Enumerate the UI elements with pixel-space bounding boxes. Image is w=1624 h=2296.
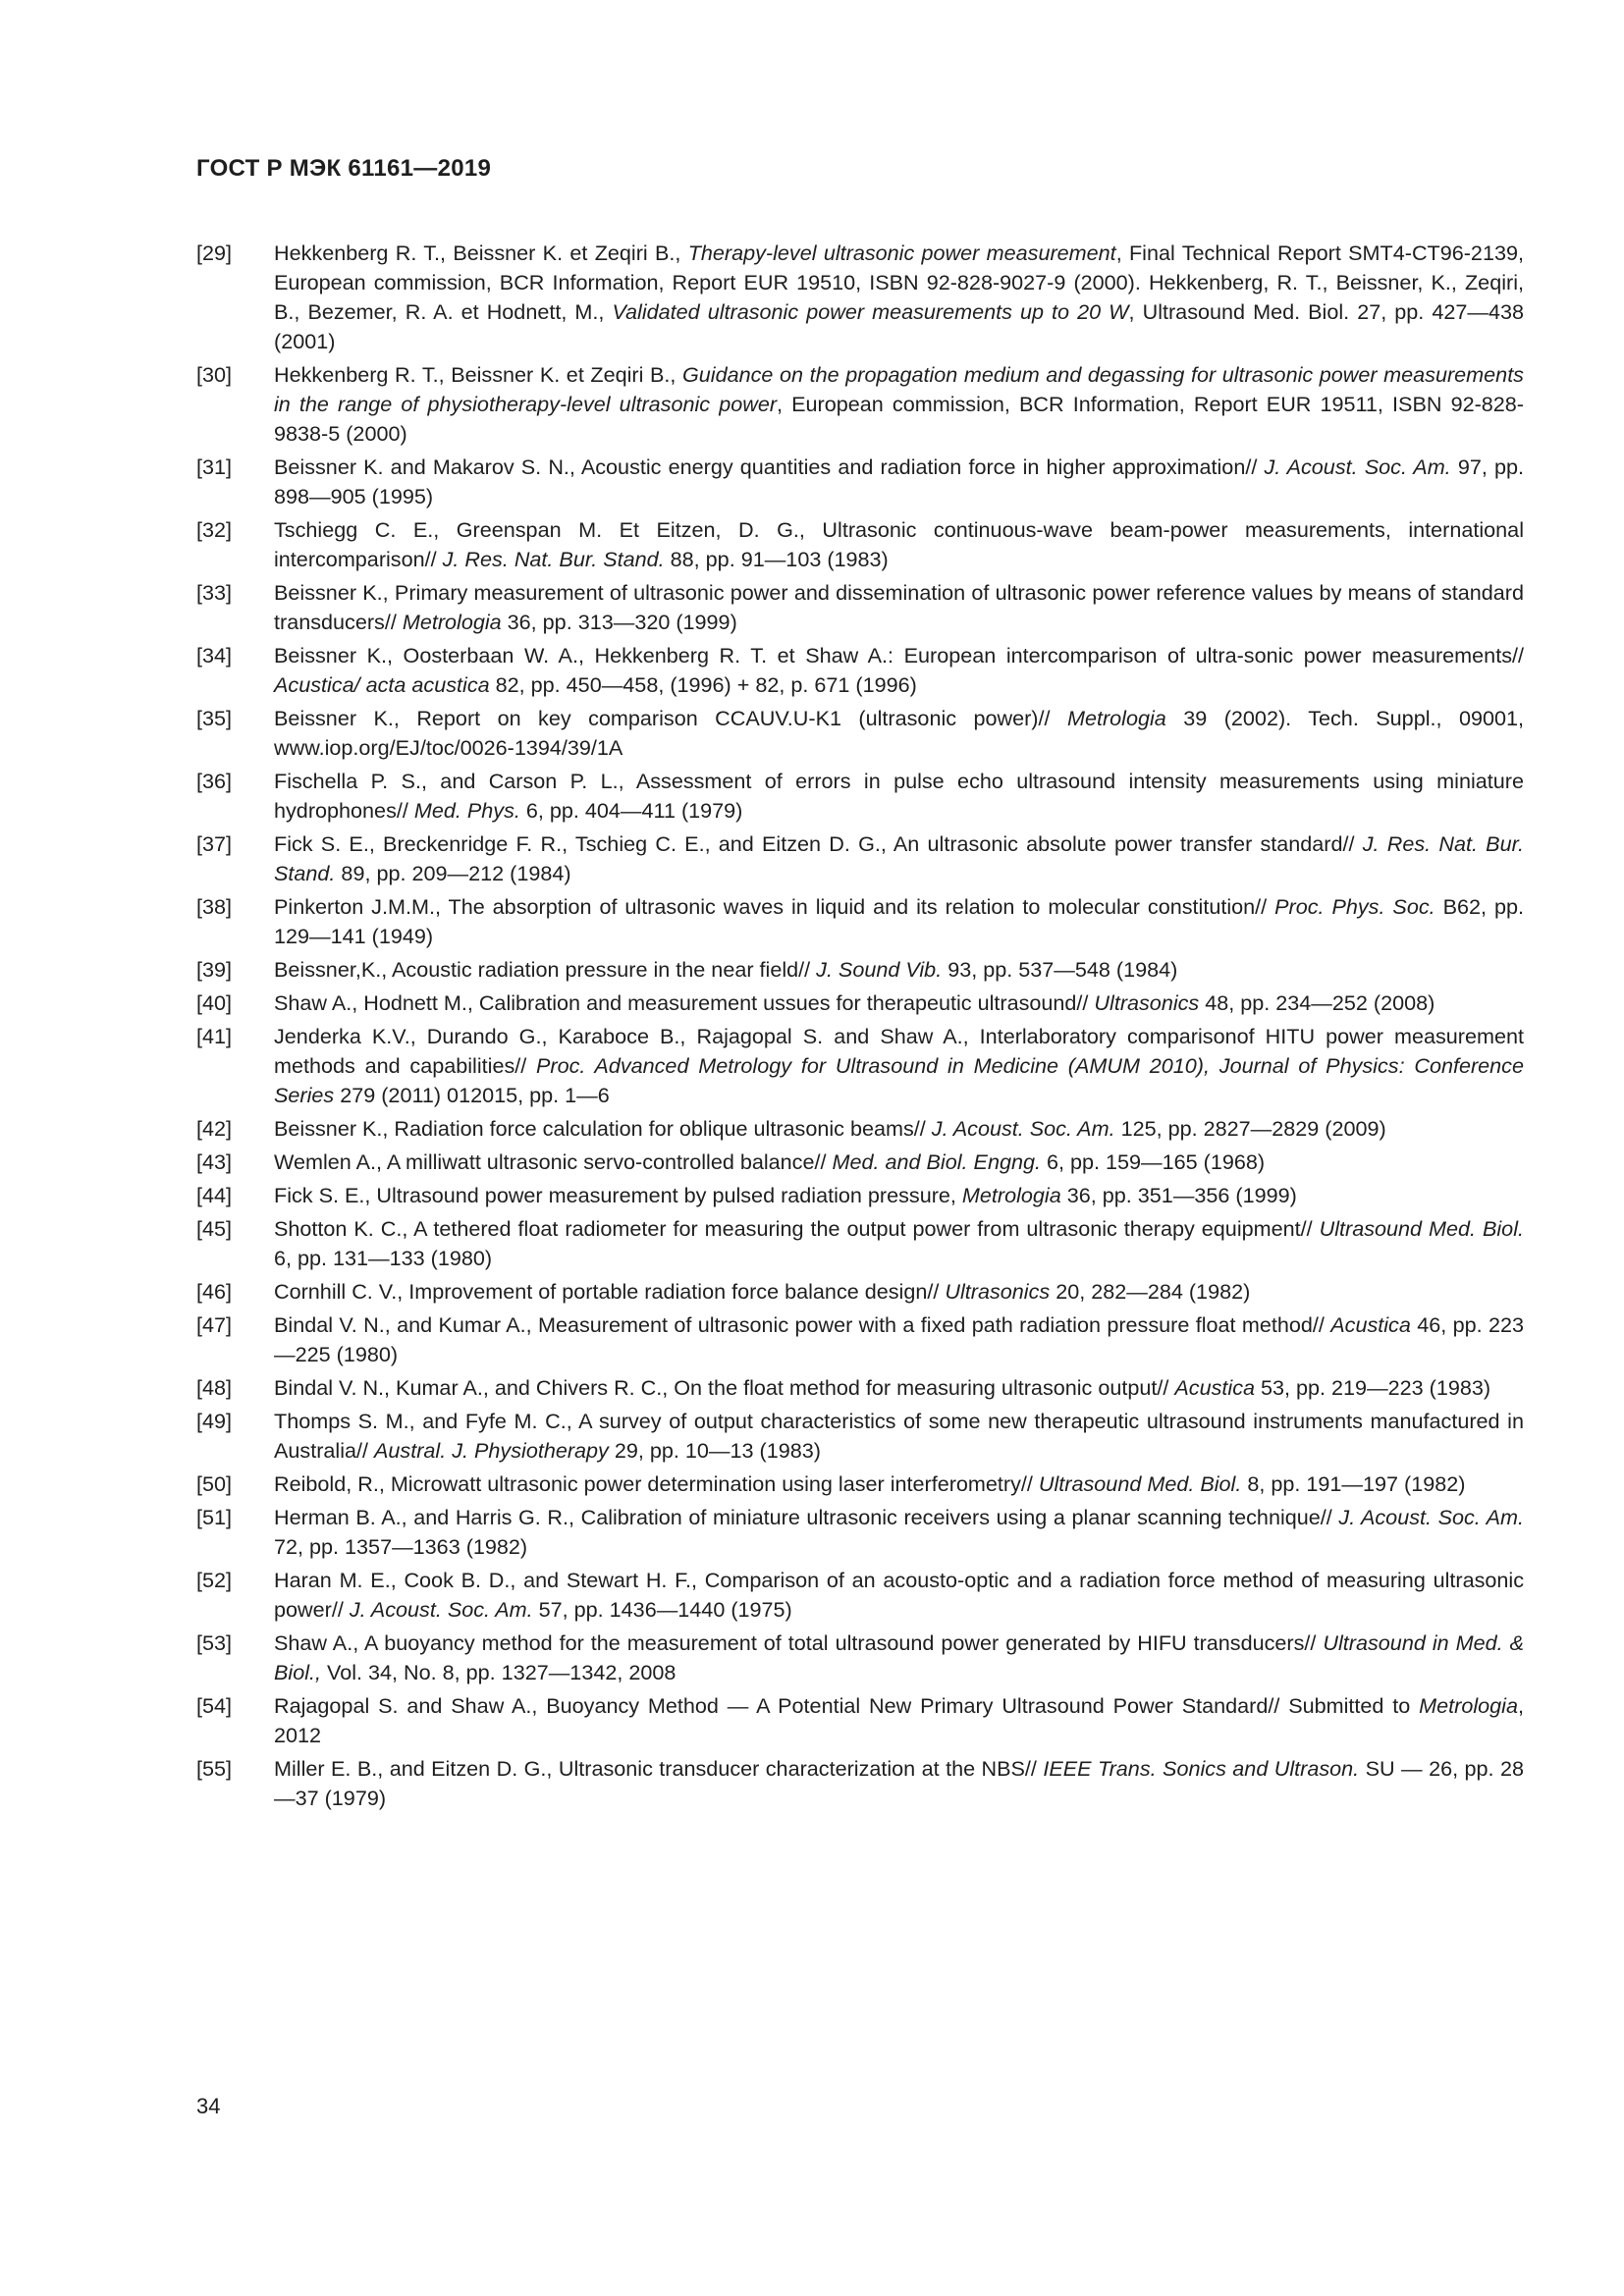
reference-text: [274, 894, 1524, 948]
reference-number: [36]: [196, 769, 233, 793]
reference-text-segment: 82, pp. 450—458, (1996) + 82, p. 671 (1996): [489, 672, 917, 697]
reference-number: [48]: [196, 1375, 233, 1400]
reference-text: [274, 769, 1524, 823]
reference-source-title: Ultrasound in Med. & Biol.,: [274, 1630, 1524, 1684]
reference-text-segment: Bindal V. N., and Kumar A., Measurement of ultrasonic power with a fixed path radiation pressure float method//: [274, 1312, 1331, 1337]
reference-item: [196, 1114, 1524, 1144]
reference-text-segment: 125, pp. 2827—2829 (2009): [1114, 1116, 1386, 1141]
reference-text-segment: 89, pp. 209—212 (1984): [335, 861, 571, 885]
reference-source-title: Therapy-level ultrasonic power measurement: [687, 240, 1116, 265]
reference-number: [37]: [196, 831, 233, 856]
reference-text-segment: Rajagopal S. and Shaw A., Buoyancy Method — A Potential New Primary Ultrasound Power Standard// Submitted to: [274, 1693, 1420, 1718]
reference-item: [196, 453, 1524, 511]
reference-text-segment: Fick S. E., Ultrasound power measurement by pulsed radiation pressure,: [274, 1183, 962, 1207]
reference-item: [196, 1754, 1524, 1813]
reference-number: [53]: [196, 1630, 233, 1655]
reference-source-title: J. Res. Nat. Bur. Stand.: [274, 831, 1524, 885]
reference-source-title: IEEE Trans. Sonics and Ultrason.: [1043, 1756, 1360, 1781]
reference-text: [274, 517, 1524, 571]
reference-item: [196, 1373, 1524, 1403]
reference-number: [55]: [196, 1756, 233, 1781]
reference-item: [196, 641, 1524, 700]
reference-text: [274, 1505, 1524, 1559]
reference-text-segment: Shotton K. C., A tethered float radiometer for measuring the output power from ultrasonic therapy equipment//: [274, 1216, 1320, 1241]
reference-source-title: Med. Phys.: [413, 798, 520, 823]
reference-item: [196, 988, 1524, 1018]
reference-item: [196, 578, 1524, 637]
reference-number: [54]: [196, 1693, 233, 1718]
reference-text: [274, 1756, 1524, 1810]
reference-text: [274, 1149, 1265, 1174]
reference-number: [31]: [196, 454, 233, 479]
reference-source-title: Ultrasound Med. Biol.: [1319, 1216, 1524, 1241]
reference-source-title: J. Acoust. Soc. Am.: [1264, 454, 1451, 479]
reference-item: [196, 1503, 1524, 1562]
reference-text: [274, 643, 1524, 697]
reference-source-title: Guidance on the propagation medium and degassing for ultrasonic power measurements in the range of physiotherapy-level ultrasonic power: [274, 362, 1524, 416]
reference-item: [196, 1566, 1524, 1625]
reference-number: [45]: [196, 1216, 233, 1241]
reference-source-title: Acustica/ acta acustica: [274, 672, 490, 697]
page-header: ГОСТ Р МЭК 61161—2019: [196, 155, 492, 182]
reference-source-title: Acustica: [1174, 1375, 1255, 1400]
reference-source-title: Ultrasonics: [1094, 990, 1200, 1015]
reference-source-title: Ultrasonics: [945, 1279, 1051, 1304]
reference-text-segment: 8, pp. 191—197 (1982): [1241, 1471, 1466, 1496]
reference-item: [196, 892, 1524, 951]
reference-text: [274, 580, 1524, 634]
reference-item: [196, 515, 1524, 574]
reference-source-title: Proc. Advanced Metrology for Ultrasound in Medicine (AMUM 2010), Journal of Physics: Conference Series: [274, 1053, 1524, 1107]
reference-text: [274, 1568, 1524, 1622]
reference-number: [47]: [196, 1312, 233, 1337]
reference-source-title: Metrologia: [961, 1183, 1061, 1207]
reference-item: [196, 239, 1524, 356]
reference-item: [196, 1022, 1524, 1110]
reference-text-segment: Reibold, R., Microwatt ultrasonic power determination using laser interferometry//: [274, 1471, 1039, 1496]
reference-text-segment: 36, pp. 313—320 (1999): [501, 610, 737, 634]
reference-number: [39]: [196, 957, 233, 982]
reference-number: [44]: [196, 1183, 233, 1207]
reference-source-title: Validated ultrasonic power measurements up to 20 W: [612, 299, 1129, 324]
reference-source-title: Med. and Biol. Engng.: [832, 1149, 1041, 1174]
reference-source-title: Proc. Phys. Soc.: [1274, 894, 1435, 919]
reference-text: [274, 1375, 1490, 1400]
reference-text: [274, 1409, 1524, 1463]
reference-source-title: J. Res. Nat. Bur. Stand.: [442, 547, 665, 571]
reference-item: [196, 360, 1524, 449]
reference-source-title: Metrologia: [402, 610, 502, 634]
reference-text-segment: , Ultrasound Med. Biol. 27, pp. 427—438 (2001): [274, 299, 1525, 353]
reference-text-segment: 93, pp. 537—548 (1984): [942, 957, 1178, 982]
reference-text-segment: Vol. 34, No. 8, pp. 1327—1342, 2008: [321, 1660, 677, 1684]
reference-text-segment: Shaw A., Hodnett M., Calibration and measurement ussues for therapeutic ultrasound//: [274, 990, 1095, 1015]
reference-item: [196, 955, 1524, 985]
reference-text-segment: Miller E. B., and Eitzen D. G., Ultrasonic transducer characterization at the NBS//: [274, 1756, 1044, 1781]
reference-text-segment: , European commission, BCR Information, Report EUR 19511, ISBN 92-828-9838-5 (2000): [274, 392, 1524, 446]
reference-number: [34]: [196, 643, 233, 667]
reference-item: [196, 1277, 1524, 1307]
reference-text-segment: Shaw A., A buoyancy method for the measurement of total ultrasound power generated by HIFU transducers//: [274, 1630, 1324, 1655]
reference-text: [274, 1183, 1297, 1207]
reference-text-segment: Beissner K., Oosterbaan W. A., Hekkenberg R. T. et Shaw A.: European intercomparison of ultra-sonic power measurements//: [274, 643, 1524, 667]
reference-text: [274, 990, 1435, 1015]
reference-text-segment: 88, pp. 91—103 (1983): [664, 547, 889, 571]
reference-text-segment: B62, pp. 129—141 (1949): [274, 894, 1524, 948]
reference-source-title: Metrologia: [1066, 706, 1166, 730]
reference-text: [274, 1312, 1524, 1366]
reference-number: [52]: [196, 1568, 233, 1592]
reference-text-segment: Beissner K., Report on key comparison CCAUV.U-K1 (ultrasonic power)//: [274, 706, 1067, 730]
reference-text-segment: Hekkenberg R. T., Beissner K. et Zeqiri B.,: [274, 362, 682, 387]
reference-text: [274, 240, 1524, 353]
reference-source-title: J. Acoust. Soc. Am.: [1338, 1505, 1524, 1529]
reference-text: [274, 1024, 1524, 1107]
reference-text-segment: Fischella P. S., and Carson P. L., Assessment of errors in pulse echo ultrasound intensity measurements using miniature hydrophones//: [274, 769, 1524, 823]
reference-item: [196, 1407, 1524, 1466]
reference-text-segment: Beissner K. and Makarov S. N., Acoustic energy quantities and radiation force in higher approximation//: [274, 454, 1265, 479]
reference-number: [30]: [196, 362, 233, 387]
reference-text-segment: Herman B. A., and Harris G. R., Calibration of miniature ultrasonic receivers using a planar scanning technique//: [274, 1505, 1339, 1529]
reference-text: [274, 706, 1524, 760]
reference-number: [33]: [196, 580, 233, 605]
reference-text-segment: SU — 26, pp. 28—37 (1979): [274, 1756, 1524, 1810]
reference-number: [41]: [196, 1024, 233, 1048]
reference-item: [196, 1691, 1524, 1750]
reference-item: [196, 704, 1524, 763]
reference-text-segment: Jenderka K.V., Durando G., Karaboce B., Rajagopal S. and Shaw A., Interlaboratory comparisonof HITU power measurement methods and capabilities//: [274, 1024, 1524, 1078]
reference-number: [43]: [196, 1149, 233, 1174]
reference-source-title: Ultrasound Med. Biol.: [1038, 1471, 1242, 1496]
reference-number: [46]: [196, 1279, 233, 1304]
reference-source-title: Acustica: [1330, 1312, 1411, 1337]
reference-number: [40]: [196, 990, 233, 1015]
reference-text: [274, 1693, 1524, 1747]
reference-text-segment: 39 (2002). Tech. Suppl., 09001, www.iop.org/EJ/toc/0026-1394/39/1A: [274, 706, 1524, 760]
reference-item: [196, 1469, 1524, 1499]
reference-number: [32]: [196, 517, 233, 542]
reference-text-segment: Cornhill C. V., Improvement of portable radiation force balance design//: [274, 1279, 946, 1304]
reference-item: [196, 767, 1524, 826]
reference-source-title: J. Sound Vib.: [816, 957, 943, 982]
reference-text-segment: 46, pp. 223—225 (1980): [274, 1312, 1524, 1366]
reference-text-segment: 29, pp. 10—13 (1983): [608, 1438, 821, 1463]
reference-text: [274, 831, 1524, 885]
reference-text-segment: 20, 282—284 (1982): [1050, 1279, 1251, 1304]
reference-text-segment: 6, pp. 159—165 (1968): [1040, 1149, 1266, 1174]
reference-text-segment: Hekkenberg R. T., Beissner K. et Zeqiri B.,: [274, 240, 688, 265]
reference-text-segment: Pinkerton J.M.M., The absorption of ultrasonic waves in liquid and its relation to molecular constitution//: [274, 894, 1275, 919]
reference-text-segment: 279 (2011) 012015, pp. 1—6: [334, 1083, 610, 1107]
reference-text-segment: 72, pp. 1357—1363 (1982): [274, 1534, 528, 1559]
reference-text: [274, 957, 1177, 982]
reference-number: [29]: [196, 240, 233, 265]
reference-text-segment: Bindal V. N., Kumar A., and Chivers R. C., On the float method for measuring ultrasonic output//: [274, 1375, 1175, 1400]
reference-text-segment: Thomps S. M., and Fyfe M. C., A survey of output characteristics of some new therapeutic ultrasound instruments manufactured in Australia//: [274, 1409, 1524, 1463]
reference-source-title: Metrologia: [1419, 1693, 1518, 1718]
reference-text-segment: , 2012: [274, 1693, 1524, 1747]
reference-text-segment: 97, pp. 898—905 (1995): [274, 454, 1524, 508]
reference-text-segment: 57, pp. 1436—1440 (1975): [532, 1597, 792, 1622]
reference-text: [274, 1216, 1524, 1270]
reference-number: [51]: [196, 1505, 233, 1529]
reference-text-segment: 6, pp. 404—411 (1979): [519, 798, 743, 823]
reference-item: [196, 1214, 1524, 1273]
reference-text-segment: Beissner K., Primary measurement of ultrasonic power and dissemination of ultrasonic power reference values by means of standard transducers//: [274, 580, 1524, 634]
reference-text: [274, 1279, 1250, 1304]
reference-item: [196, 1629, 1524, 1687]
reference-number: [35]: [196, 706, 233, 730]
reference-number: [42]: [196, 1116, 233, 1141]
reference-item: [196, 1181, 1524, 1210]
reference-text: [274, 1116, 1386, 1141]
reference-text-segment: 6, pp. 131—133 (1980): [274, 1246, 493, 1270]
page-number: 34: [196, 2094, 221, 2118]
reference-list: [196, 239, 1524, 1817]
reference-text-segment: Haran M. E., Cook B. D., and Stewart H. F., Comparison of an acousto-optic and a radiation force method of measuring ultrasonic power//: [274, 1568, 1524, 1622]
reference-text-segment: Beissner,K., Acoustic radiation pressure in the near field//: [274, 957, 817, 982]
reference-text-segment: 53, pp. 219—223 (1983): [1255, 1375, 1491, 1400]
reference-number: [50]: [196, 1471, 233, 1496]
reference-text: [274, 454, 1524, 508]
reference-text-segment: Beissner K., Radiation force calculation for oblique ultrasonic beams//: [274, 1116, 932, 1141]
reference-text: [274, 1471, 1465, 1496]
reference-text-segment: 48, pp. 234—252 (2008): [1199, 990, 1435, 1015]
reference-text: [274, 1630, 1524, 1684]
reference-item: [196, 829, 1524, 888]
reference-number: [38]: [196, 894, 233, 919]
reference-item: [196, 1310, 1524, 1369]
reference-text-segment: , Final Technical Report SMT4-CT96-2139, European commission, BCR Information, Report EUR 19510, ISBN 92-828-9027-9 (2000). Hekkenberg, R. T., Beissner, K., Zeqiri, B., Bezemer, R. A. et Hodnett, M.,: [274, 240, 1524, 324]
reference-source-title: J. Acoust. Soc. Am.: [931, 1116, 1115, 1141]
reference-source-title: J. Acoust. Soc. Am.: [349, 1597, 533, 1622]
reference-text-segment: Wemlen A., A milliwatt ultrasonic servo-controlled balance//: [274, 1149, 833, 1174]
reference-text-segment: 36, pp. 351—356 (1999): [1060, 1183, 1297, 1207]
reference-number: [49]: [196, 1409, 233, 1433]
reference-text: [274, 362, 1524, 446]
reference-source-title: Austral. J. Physiotherapy: [374, 1438, 609, 1463]
reference-item: [196, 1148, 1524, 1177]
reference-text-segment: Fick S. E., Breckenridge F. R., Tschieg C. E., and Eitzen D. G., An ultrasonic absolute power transfer standard//: [274, 831, 1363, 856]
reference-text-segment: Tschiegg C. E., Greenspan M. Et Eitzen, D. G., Ultrasonic continuous-wave beam-power measurements, international intercomparison//: [274, 517, 1524, 571]
